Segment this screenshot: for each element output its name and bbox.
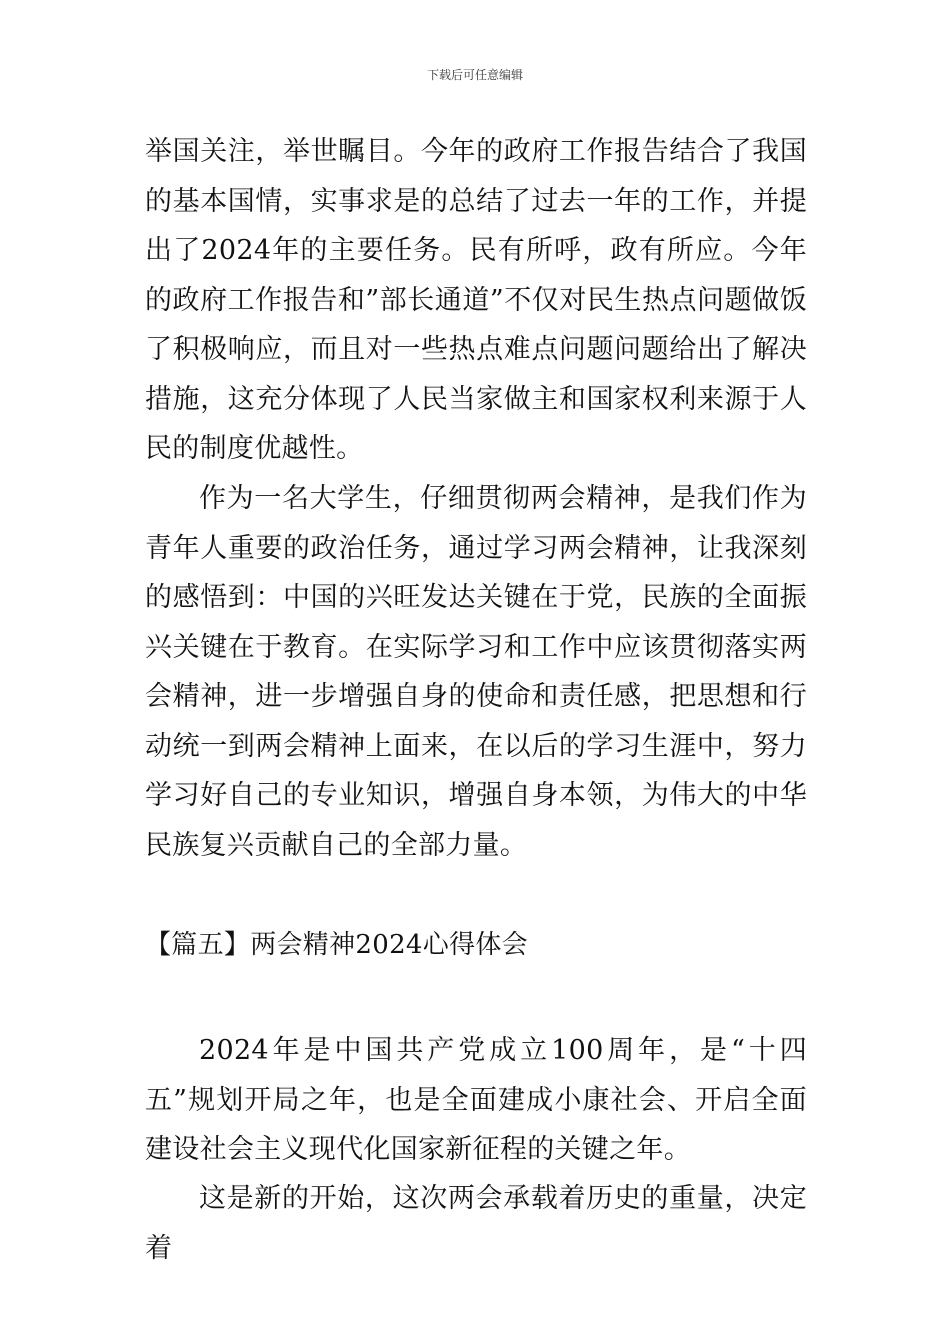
paragraph-1: 举国关注，举世瞩目。今年的政府工作报告结合了我国的基本国情，实事求是的总结了过去一年的工作，并提出了2024年的主要任务。民有所呼，政有所应。今年的政府工作报告和”部长通道”不仅对民生热点问题做饭了积极响应，而且对一些热点难点问题问题给出了解决措施，这充分体现了人民当家做主和国家权利来源于人民的制度优越性。 — [145, 136, 807, 464]
section-paragraph-2: 这是新的开始，这次两会承载着历史的重量，决定着 — [145, 1183, 807, 1264]
header-note: 下载后可任意编辑 — [426, 68, 523, 82]
section-heading: 【篇五】两会精神2024心得体会 — [145, 930, 528, 960]
section-paragraph-1: 2024年是中国共产党成立100周年，是“十四五”规划开局之年，也是全面建成小康社会、开启全面建设社会主义现代化国家新征程的关键之年。 — [145, 1035, 807, 1165]
paragraph-2: 作为一名大学生，仔细贯彻两会精神，是我们作为青年人重要的政治任务，通过学习两会精神，让我深刻的感悟到：中国的兴旺发达关键在于党，民族的全面振兴关键在于教育。在实际学习和工作中应该贯彻落实两会精神，进一步增强自身的使命和责任感，把思想和行动统一到两会精神上面来，在以后的学习生涯中，努力学习好自己的专业知识，增强自身本领，为伟大的中华民族复兴贡献自己的全部力量。 — [145, 483, 807, 861]
